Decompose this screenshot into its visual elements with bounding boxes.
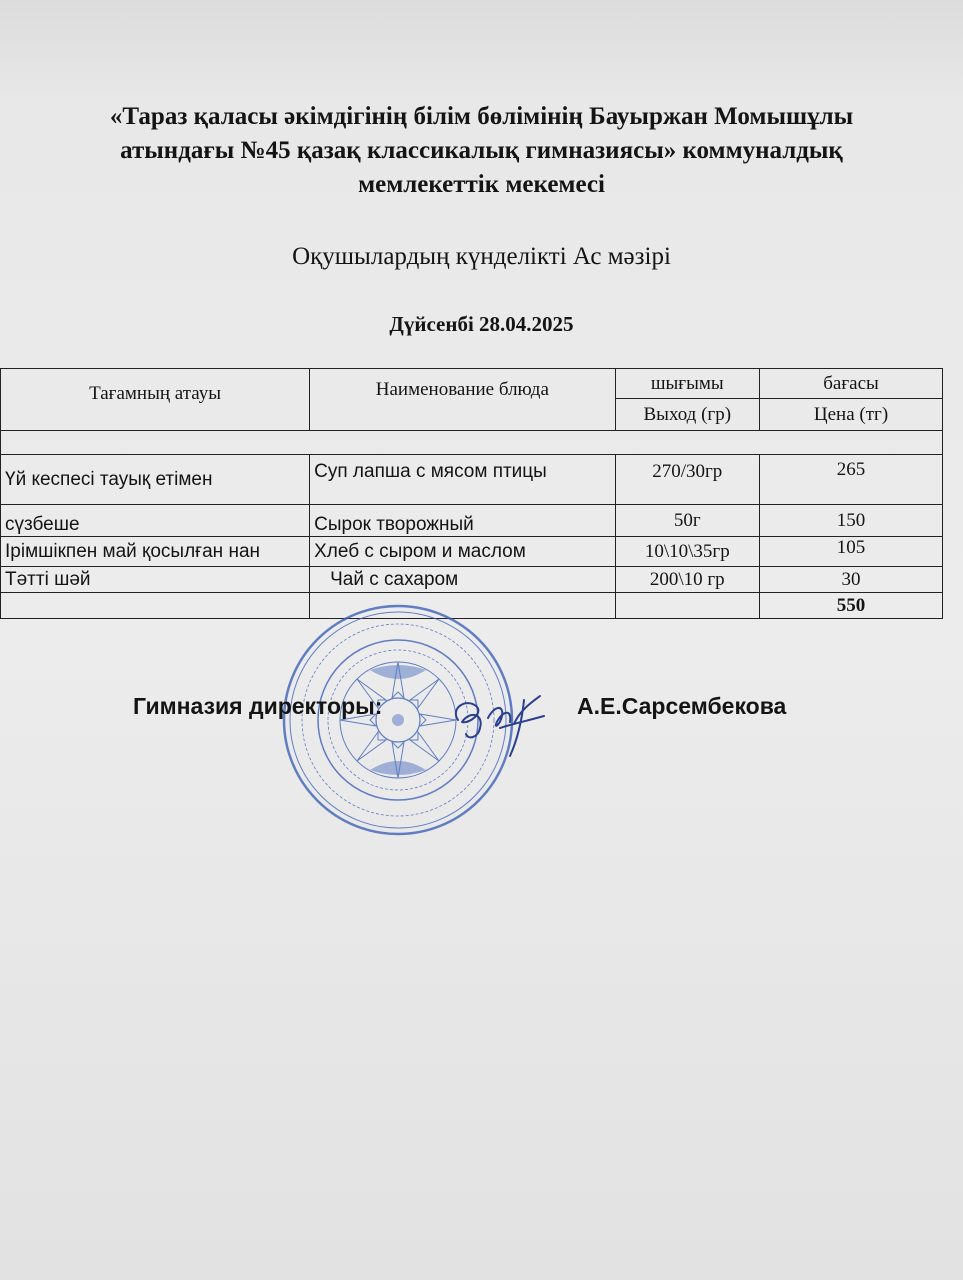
director-signature-label: Гимназия директоры: <box>133 693 383 719</box>
header-name-ru: Наименование блюда <box>310 369 615 431</box>
row-1-name-ru: Суп лапша с мясом птицы <box>310 455 615 505</box>
org-title-line-3: мемлекеттік мекемесі <box>358 171 605 198</box>
director-name: А.Е.Сарсембекова <box>577 693 787 719</box>
header-yield-kz: шығымы <box>615 369 760 399</box>
org-title-line-2: атындағы №45 қазақ классикалық гимназиясы» коммуналдық <box>120 137 843 164</box>
menu-table <box>0 368 943 619</box>
table-row <box>1 505 943 537</box>
row-4-price: 30 <box>760 567 943 593</box>
row-3-name-kz: Ірімшікпен май қосылған нан <box>1 537 310 567</box>
header-name-kz: Тағамның атауы <box>1 369 310 431</box>
row-4-name-kz: Тәтті шәй <box>1 567 310 593</box>
organization-title <box>20 100 943 202</box>
row-1-price: 265 <box>760 455 943 505</box>
date-line: Дүйсенбі 28.04.2025 <box>389 312 574 336</box>
table-row <box>1 537 943 567</box>
row-2-name-kz: сүзбеше <box>1 505 310 537</box>
row-4-yield: 200\10 гр <box>615 567 760 593</box>
document-title: Оқушылардың күнделікті Ас мәзірі <box>292 243 671 270</box>
handwritten-signature <box>440 680 560 760</box>
table-row <box>1 455 943 505</box>
header-price-ru: Цена (тг) <box>760 399 943 431</box>
org-title-line-1: «Тараз қаласы әкімдігінің білім бөлімінің Бауыржан Момышұлы <box>109 103 854 130</box>
header-yield-ru: Выход (гр) <box>615 399 760 431</box>
row-2-price: 150 <box>760 505 943 537</box>
row-2-name-ru: Сырок творожный <box>310 505 615 537</box>
row-3-yield: 10\10\35гр <box>615 537 760 567</box>
total-price: 550 <box>760 593 943 619</box>
table-row <box>1 567 943 593</box>
header-price-kz: бағасы <box>760 369 943 399</box>
row-4-name-ru: Чай с сахаром <box>310 567 615 593</box>
row-3-price: 105 <box>760 537 943 567</box>
row-1-yield: 270/30гр <box>615 455 760 505</box>
table-spacer-row <box>1 431 943 455</box>
row-2-yield: 50г <box>615 505 760 537</box>
table-header-row-1 <box>1 369 943 399</box>
row-1-name-kz: Үй кеспесі тауық етімен <box>1 455 310 505</box>
row-3-name-ru: Хлеб с сыром и маслом <box>310 537 615 567</box>
